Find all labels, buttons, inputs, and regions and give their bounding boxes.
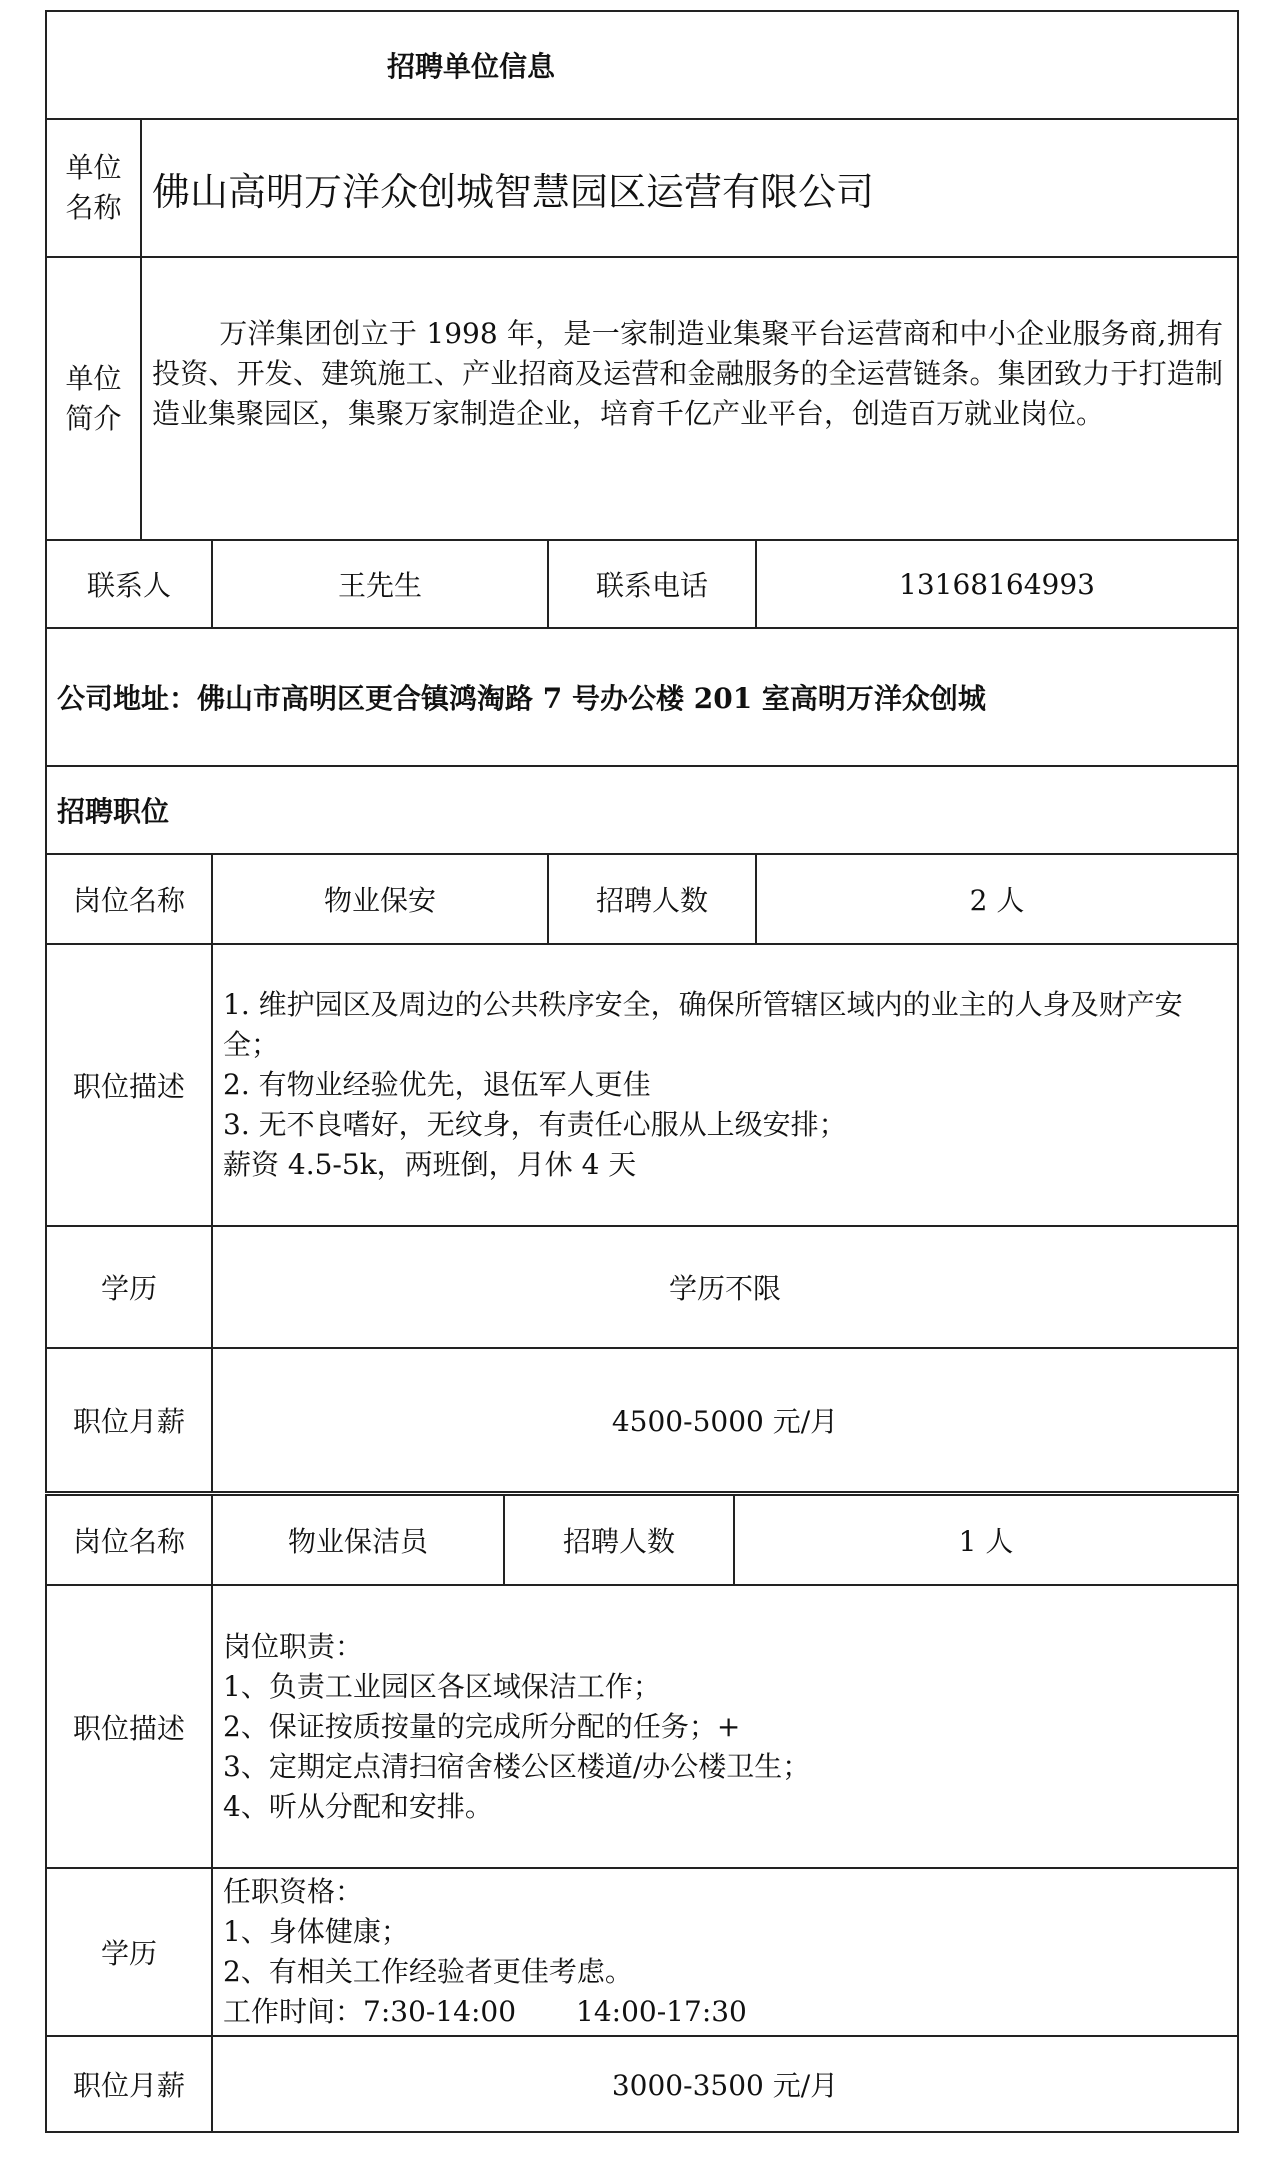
position-1-desc-line: 薪资 4.5-5k，两班倒，月休 4 天 [223,1148,637,1181]
position-2-count: 1 人 [734,1495,1238,1585]
contact-name: 王先生 [212,540,548,628]
company-intro: 万洋集团创立于 1998 年，是一家制造业集聚平台运营商和中小企业服务商,拥有投资、开发、建筑施工、产业招商及运营和金融服务的全运营链条。集团致力于打造制造业集聚园区，集聚万家制造企业，培育千亿产业平台，创造百万就业岗位。 [141,257,1238,540]
position-1-salary-label: 职位月薪 [46,1348,212,1492]
position-2-edu-label: 学历 [46,1868,212,2036]
position-2-name: 物业保洁员 [212,1495,504,1585]
position-2-desc [212,1585,1238,1868]
position-2-desc-line: 岗位职责： [223,1629,364,1663]
phone-label: 联系电话 [548,540,756,628]
position-2-count-label: 招聘人数 [504,1495,734,1585]
position-2-req-line: 任职资格： [223,1875,364,1908]
position-1-desc-label: 职位描述 [46,944,212,1226]
position-2-desc-line: 4、听从分配和安排。 [223,1789,493,1823]
position-2-requirements [212,1868,1238,2036]
position-1-name: 物业保安 [212,854,548,944]
position-2-table [45,1494,1239,2133]
position-2-work-time [223,1992,1227,2032]
position-2-req-line: 2、有相关工作经验者更佳考虑。 [223,1955,633,1988]
positions-title: 招聘职位 [46,766,1238,854]
position-1-edu-label: 学历 [46,1226,212,1348]
position-2-salary-label: 职位月薪 [46,2036,212,2132]
position-2-desc-line: 2、保证按质按量的完成所分配的任务；+ [223,1709,741,1743]
position-1-desc [212,944,1238,1226]
company-name-label: 单位名称 [46,119,141,257]
position-1-edu: 学历不限 [212,1226,1238,1348]
position-1-desc-line: 1. 维护园区及周边的公共秩序安全，确保所管辖区域内的业主的人身及财产安全； [223,988,1183,1061]
position-2-req-line: 1、身体健康； [223,1915,409,1948]
phone-number: 13168164993 [756,540,1238,628]
company-info-table [45,10,1239,1493]
page-title: 招聘单位信息 [46,11,1238,119]
work-time-afternoon: 14:00-17:30 [576,1995,747,2028]
position-1-desc-line: 2. 有物业经验优先，退伍军人更佳 [223,1068,651,1101]
contact-label: 联系人 [46,540,212,628]
position-2-desc-label: 职位描述 [46,1585,212,1868]
company-address: 公司地址：佛山市高明区更合镇鸿淘路 7 号办公楼 201 室高明万洋众创城 [46,628,1238,766]
position-2-desc-line: 3、定期定点清扫宿舍楼公区楼道/办公楼卫生； [223,1749,811,1783]
position-1-salary: 4500-5000 元/月 [212,1348,1238,1492]
company-intro-label: 单位简介 [46,257,141,540]
position-2-desc-line: 1、负责工业园区各区域保洁工作； [223,1669,661,1703]
work-time-morning: 工作时间：7:30-14:00 [223,1995,517,2028]
position-2-salary: 3000-3500 元/月 [212,2036,1238,2132]
position-2-name-label: 岗位名称 [46,1495,212,1585]
position-1-count-label: 招聘人数 [548,854,756,944]
position-1-desc-line: 3. 无不良嗜好，无纹身，有责任心服从上级安排； [223,1108,847,1141]
position-1-count: 2 人 [756,854,1238,944]
company-name: 佛山高明万洋众创城智慧园区运营有限公司 [141,119,1238,257]
position-1-name-label: 岗位名称 [46,854,212,944]
